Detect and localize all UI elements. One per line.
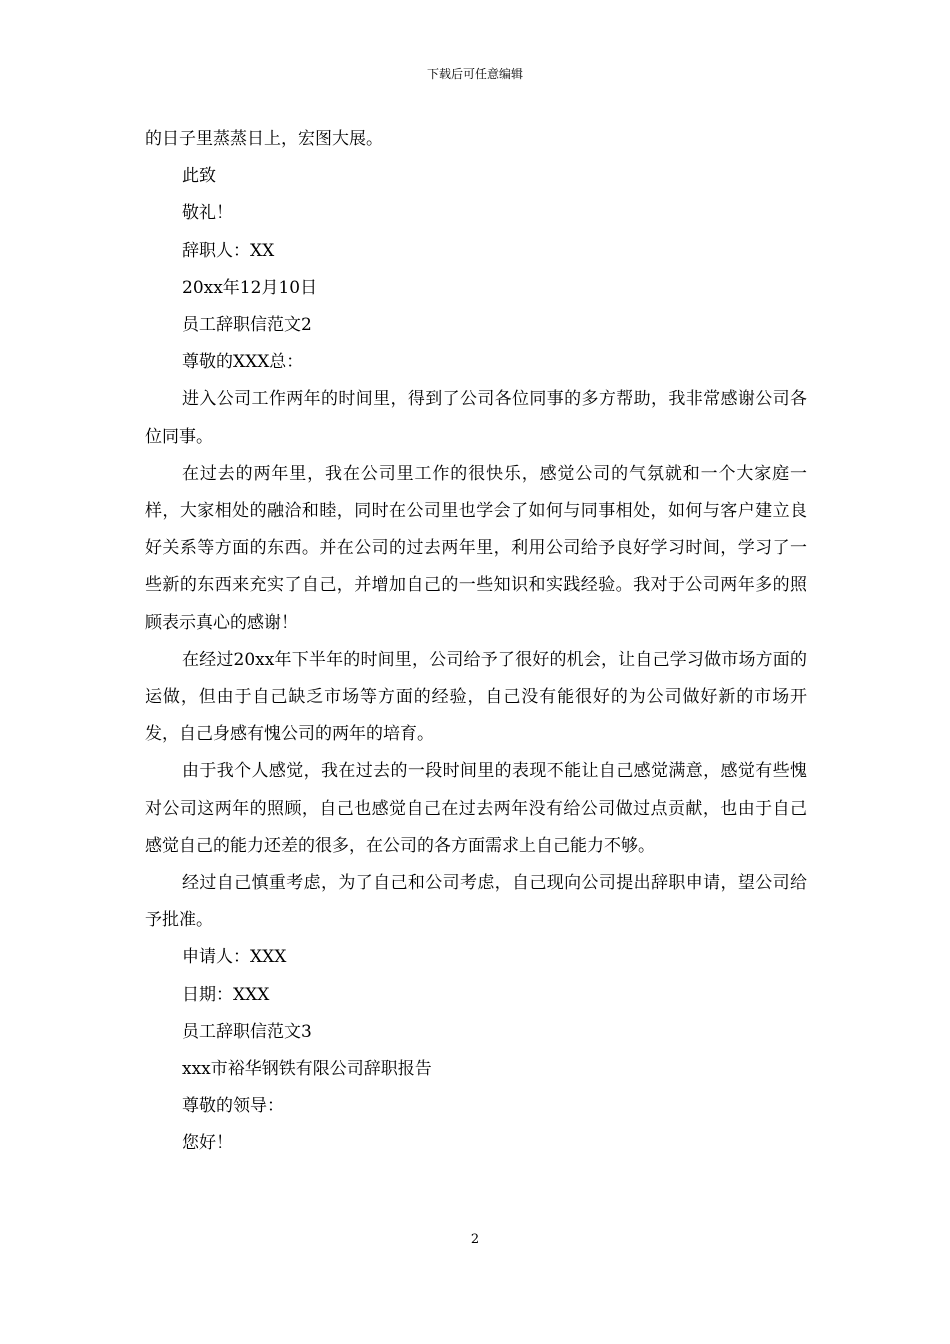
signature-date: 20xx年12月10日: [182, 277, 318, 298]
page-header-note: 下载后可任意编辑: [426, 67, 523, 81]
section-heading-sample-3: 员工辞职信范文3: [182, 1021, 312, 1042]
body-paragraph: 进入公司工作两年的时间里，得到了公司各位同事的多方帮助，我非常感谢公司各位同事。: [145, 389, 807, 447]
signature-applicant: 申请人：XXX: [182, 947, 287, 968]
document-body: [145, 121, 807, 1163]
body-paragraph: 由于我个人感觉，我在过去的一段时间里的表现不能让自己感觉满意，感觉有些愧对公司这两年的照顾，自己也感觉自己在过去两年没有给公司做过点贡献，也由于自己感觉自己的能力还差的很多，在公司的各方面需求上自己能力不够。: [145, 761, 807, 856]
letter-salutation: 您好！: [182, 1133, 233, 1154]
paragraph-continuation: 的日子里蒸蒸日上，宏图大展。: [145, 129, 383, 149]
section-heading-sample-2: 员工辞职信范文2: [182, 315, 312, 336]
closing-regards: 敬礼！: [182, 203, 233, 224]
closing-salutation: 此致: [182, 166, 216, 187]
body-paragraph: 在经过20xx年下半年的时间里，公司给予了很好的机会，让自己学习做市场方面的运做，但由于自己缺乏市场等方面的经验，自己没有能很好的为公司做好新的市场开发，自己身感有愧公司的两年的培育。: [145, 649, 807, 745]
page-number: 2: [470, 1232, 480, 1247]
signature-resigner: 辞职人：XX: [182, 240, 275, 261]
signature-date: 日期：XXX: [182, 984, 270, 1005]
report-title: xxx市裕华钢铁有限公司辞职报告: [182, 1059, 432, 1080]
body-paragraph: 在过去的两年里，我在公司里工作的很快乐，感觉公司的气氛就和一个大家庭一样，大家相处的融洽和睦，同时在公司里也学会了如何与同事相处，如何与客户建立良好关系等方面的东西。并在公司的过去两年里，利用公司给予良好学习时间，学习了一些新的东西来充实了自己，并增加自己的一些知识和实践经验。我对于公司两年多的照顾表示真心的感谢！: [145, 463, 807, 633]
body-paragraph: 经过自己慎重考虑，为了自己和公司考虑，自己现向公司提出辞职申请，望公司给予批准。: [145, 873, 807, 931]
letter-greeting: 尊敬的XXX总：: [182, 352, 304, 373]
letter-greeting: 尊敬的领导：: [182, 1096, 284, 1117]
